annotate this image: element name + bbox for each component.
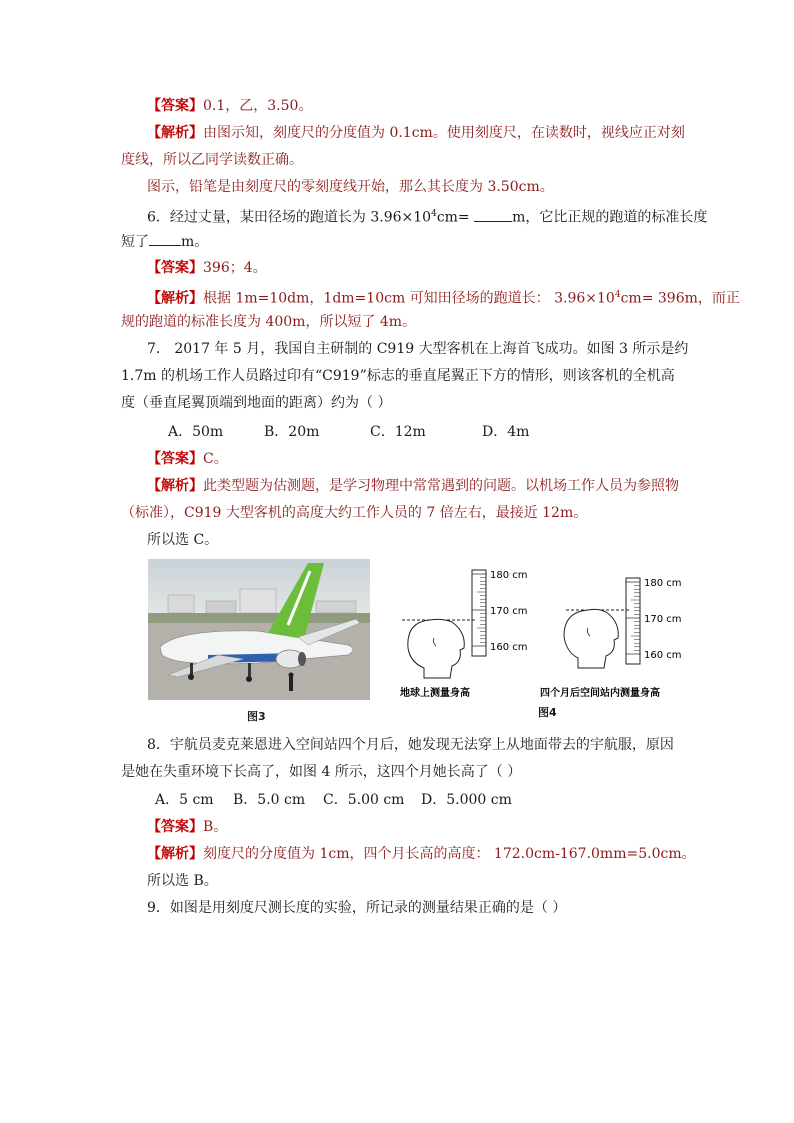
q6-blank-2[interactable] (149, 231, 181, 246)
q7-options (168, 422, 529, 442)
q9-stem: 9．如图是用刻度尺测长度的实验，所记录的测量结果正确的是（ ） (147, 900, 567, 916)
q8-stem-line-2: 是她在失重环境下长高了，如图 4 所示，这四个月她长高了（ ） (121, 764, 522, 780)
q8-conclusion: 所以选 B。 (147, 873, 218, 889)
q8-stem-line-1: 8．宇航员麦克莱恩进入空间站四个月后，她发现无法穿上从地面带去的宇航服，原因 (147, 737, 674, 753)
figure4-left-tick-160: 160 cm (490, 642, 528, 653)
q7-option-a[interactable]: A．50m (168, 424, 224, 440)
q5-analysis-line-1: 【解析】由图示知，刻度尺的分度值为 0.1cm。使用刻度尺，在读数时，视线应正对刻 (147, 125, 685, 141)
q8-option-c[interactable]: C．5.00 cm (323, 792, 405, 808)
figure3-airplane-photo (148, 559, 370, 700)
q6-analysis-line-2: 规的跑道的标准长度为 400m，所以短了 4m。 (121, 314, 417, 330)
q7-option-b[interactable]: B．20m (264, 424, 320, 440)
q7-option-c[interactable]: C．12m (370, 424, 426, 440)
q8-option-d[interactable]: D．5.000 cm (421, 792, 512, 808)
figure4-right-tick-160: 160 cm (644, 650, 682, 661)
q6-blank-1[interactable] (474, 207, 512, 222)
q7-analysis-line-1: 【解析】此类型题为估测题，是学习物理中常常遇到的问题。以机场工作人员为参照物 (147, 478, 679, 494)
figure4-left-tick-170: 170 cm (490, 606, 528, 617)
q5-analysis-line-2: 度线，所以乙同学读数正确。 (121, 152, 303, 168)
q7-option-d[interactable]: D．4m (482, 424, 530, 440)
q6-stem-line-2: 短了 m。 (121, 231, 208, 252)
q7-stem-line-2: 1.7m 的机场工作人员路过印有“C919”标志的垂直尾翼正下方的情形，则该客机的全机高 (121, 368, 675, 384)
figure4-right-tick-170: 170 cm (644, 614, 682, 625)
figure4-left-tick-180: 180 cm (490, 570, 528, 581)
figure4-right-label: 四个月后空间站内测量身高 (540, 688, 660, 699)
figure4-right-tick-180: 180 cm (644, 578, 682, 589)
figure4-caption: 图4 (538, 706, 557, 719)
q8-analysis-line-1: 【解析】刻度尺的分度值为 1cm，四个月长高的高度： 172.0cm-167.0mm=5.0cm。 (147, 846, 696, 862)
q8-option-b[interactable]: B．5.0 cm (233, 792, 306, 808)
q6-answer: 【答案】396；4。 (147, 260, 267, 276)
q7-stem-line-3: 度（垂直尾翼顶端到地面的距离）约为（ ） (121, 395, 392, 411)
figure3-caption: 图3 (247, 710, 266, 723)
figure4-left-label: 地球上测量身高 (400, 688, 470, 699)
figure4-height-diagram (400, 562, 718, 702)
q7-conclusion: 所以选 C。 (147, 532, 219, 548)
q8-option-a[interactable]: A．5 cm (155, 792, 214, 808)
q7-stem-line-1: 7． 2017 年 5 月，我国自主研制的 C919 大型客机在上海首飞成功。如图 3 所示是约 (147, 341, 689, 357)
q6-analysis-line-1: 【解析】根据 1m=10dm，1dm=10cm 可知田径场的跑道长： $3.96\times 10^4cm= 396m$，而正 (147, 290, 740, 307)
q8-answer: 【答案】B。 (147, 819, 228, 835)
q5-analysis-line-3: 图示，铅笔是由刻度尺的零刻度线开始，那么其长度为 3.50cm。 (147, 179, 554, 195)
q8-options (155, 790, 512, 810)
q7-analysis-line-2: （标准），C919 大型客机的高度大约工作人员的 7 倍左右，最接近 12m。 (121, 505, 588, 521)
q5-answer: 【答案】0.1，乙，3.50。 (147, 98, 313, 114)
q7-answer: 【答案】C。 (147, 451, 228, 467)
q6-stem-line-1: 6．经过丈量，某田径场的跑道长为 $3.96\times 10^4cm= m$，它比正规的跑道的标准长度 (147, 204, 707, 228)
